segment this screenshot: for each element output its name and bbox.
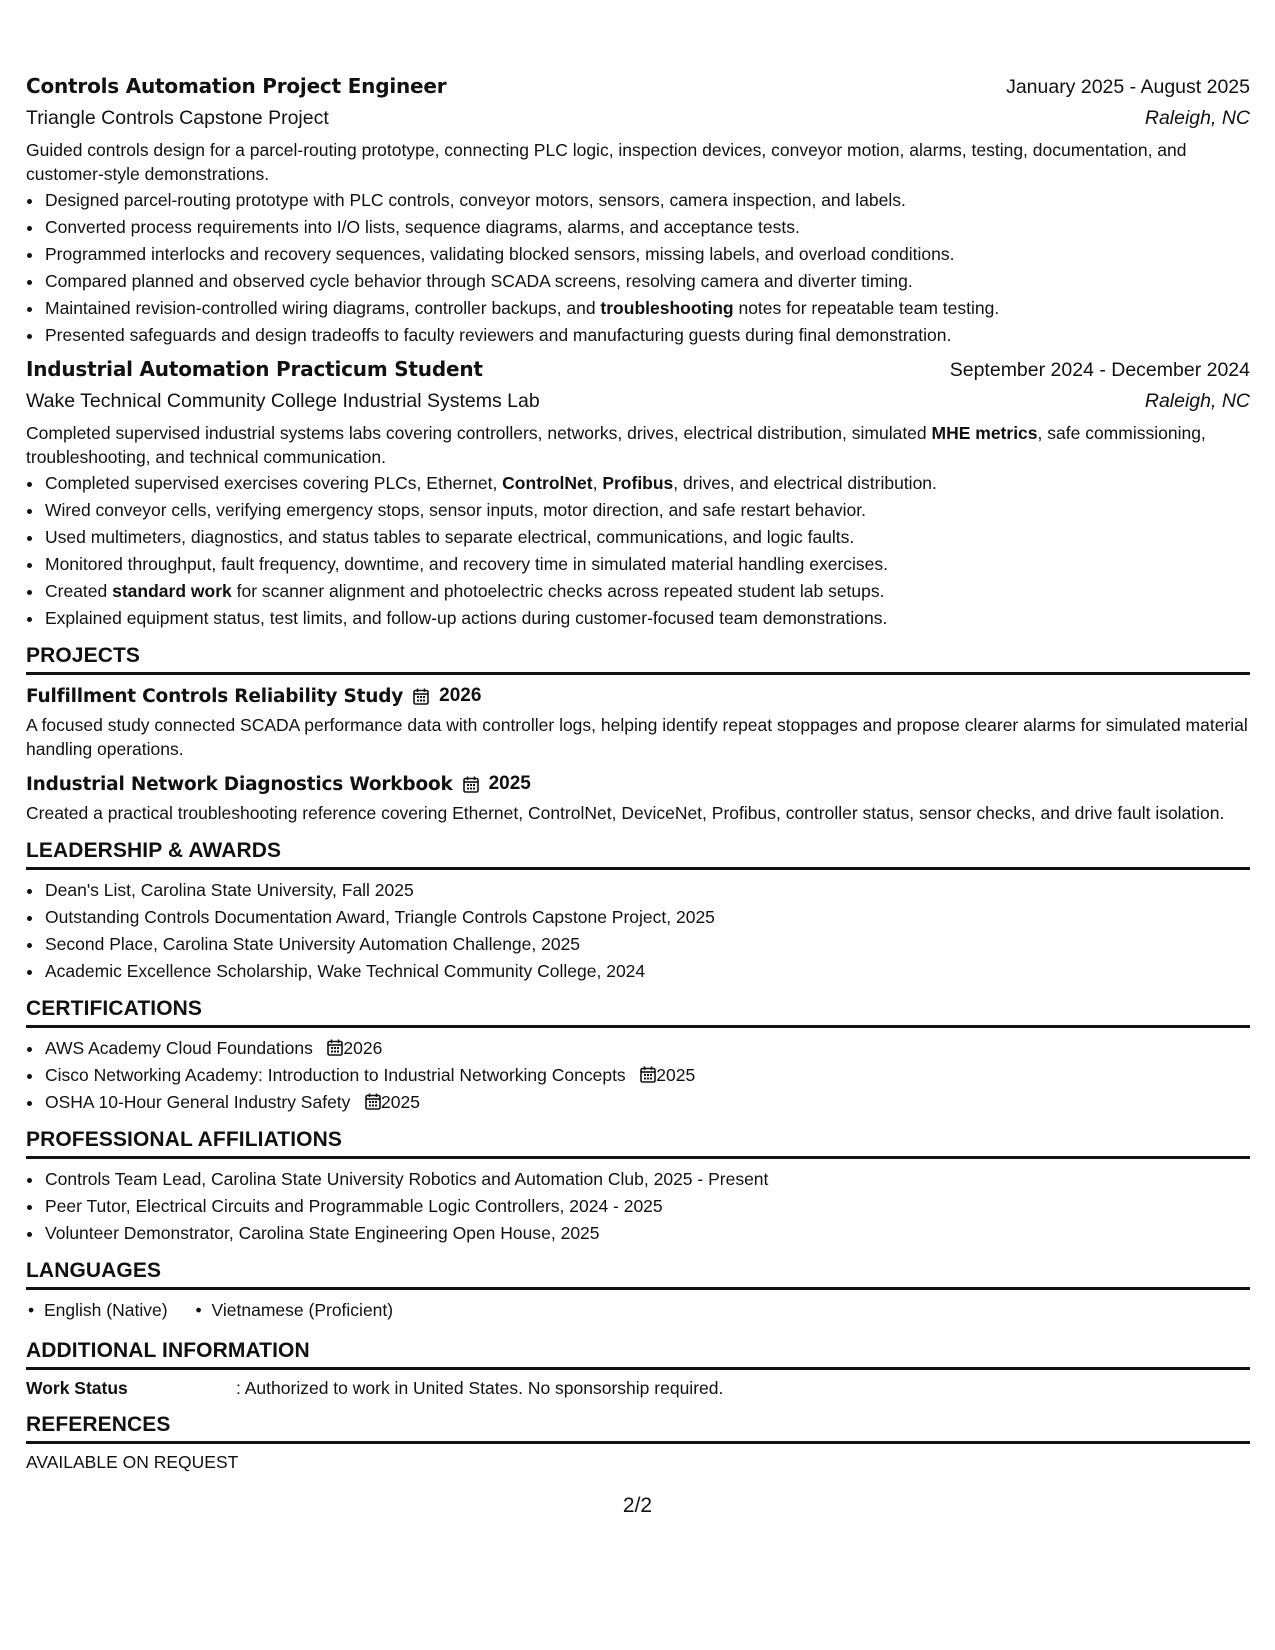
job-organization: Wake Technical Community College Industrial Systems Lab bbox=[26, 390, 540, 412]
list-item: • Monitored throughput, fault frequency, downtime, and recovery time in simulated material handling exercises. bbox=[44, 552, 1250, 576]
list-item bbox=[44, 1063, 1250, 1087]
job-title: Industrial Automation Practicum Student bbox=[26, 357, 483, 381]
calendar-icon bbox=[365, 1093, 381, 1110]
list-item: • Second Place, Carolina State University Automation Challenge, 2025 bbox=[44, 932, 1250, 956]
section-title: PROFESSIONAL AFFILIATIONS bbox=[26, 1128, 1250, 1159]
list-item: • Peer Tutor, Electrical Circuits and Programmable Logic Controllers, 2024 - 2025 bbox=[44, 1194, 1250, 1218]
certifications-list bbox=[26, 1036, 1250, 1114]
section-title: PROJECTS bbox=[26, 644, 1250, 675]
leadership-section bbox=[26, 839, 1250, 983]
list-item: • Used multimeters, diagnostics, and status tables to separate electrical, communications, and logic faults. bbox=[44, 525, 1250, 549]
certification-year: 2026 bbox=[343, 1038, 383, 1058]
list-item: • Completed supervised exercises covering PLCs, Ethernet, ControlNet, Profibus, drives, and electrical distribution. bbox=[44, 471, 1250, 495]
leadership-list bbox=[26, 878, 1250, 983]
list-item: • Outstanding Controls Documentation Award, Triangle Controls Capstone Project, 2025 bbox=[44, 905, 1250, 929]
affiliations-section bbox=[26, 1128, 1250, 1245]
section-title: ADDITIONAL INFORMATION bbox=[26, 1339, 1250, 1370]
list-item: • Converted process requirements into I/O lists, sequence diagrams, alarms, and acceptance tests. bbox=[44, 215, 1250, 239]
references-section bbox=[26, 1413, 1250, 1473]
job-organization: Triangle Controls Capstone Project bbox=[26, 107, 329, 129]
calendar-icon bbox=[640, 1066, 656, 1083]
experience-entry bbox=[26, 74, 1250, 347]
list-item: • Compared planned and observed cycle behavior through SCADA screens, resolving camera and diverter timing. bbox=[44, 269, 1250, 293]
project-title: Industrial Network Diagnostics Workbook bbox=[26, 773, 453, 795]
job-summary: Guided controls design for a parcel-routing prototype, connecting PLC logic, inspection devices, conveyor motion, alarms, testing, documentation, and customer-style demonstrations. bbox=[26, 140, 1187, 184]
list-item: • Controls Team Lead, Carolina State University Robotics and Automation Club, 2025 - Present bbox=[44, 1167, 1250, 1191]
certifications-section bbox=[26, 997, 1250, 1114]
certification-year: 2025 bbox=[381, 1092, 420, 1112]
additional-info-section bbox=[26, 1339, 1250, 1399]
list-item: • Wired conveyor cells, verifying emergency stops, sensor inputs, motor direction, and safe restart behavior. bbox=[44, 498, 1250, 522]
section-title: LEADERSHIP & AWARDS bbox=[26, 839, 1250, 870]
section-title: LANGUAGES bbox=[26, 1259, 1250, 1290]
project-header bbox=[26, 685, 1250, 707]
certification-name: OSHA 10-Hour General Industry Safety bbox=[45, 1092, 351, 1112]
list-item: • Explained equipment status, test limits, and follow-up actions during customer-focused team demonstrations. bbox=[44, 606, 1250, 630]
projects-section bbox=[26, 644, 1250, 825]
affiliations-list bbox=[26, 1167, 1250, 1245]
list-item bbox=[44, 1036, 1250, 1060]
list-item: • Designed parcel-routing prototype with PLC controls, conveyor motors, sensors, camera inspection, and labels. bbox=[44, 188, 1250, 212]
keyword: Profibus bbox=[602, 473, 674, 493]
list-item: • Maintained revision-controlled wiring diagrams, controller backups, and troubleshooting notes for repeatable team testing. bbox=[44, 296, 1250, 320]
list-item: • Academic Excellence Scholarship, Wake Technical Community College, 2024 bbox=[44, 959, 1250, 983]
info-value: : Authorized to work in United States. No sponsorship required. bbox=[236, 1378, 724, 1398]
certification-name: AWS Academy Cloud Foundations bbox=[45, 1038, 313, 1058]
list-item: • Vietnamese (Proficient) bbox=[194, 1298, 394, 1322]
job-bullets bbox=[26, 188, 1250, 347]
project-title: Fulfillment Controls Reliability Study bbox=[26, 685, 404, 707]
certification-year: 2025 bbox=[656, 1065, 696, 1085]
info-row bbox=[26, 1378, 1250, 1399]
certification-name: Cisco Networking Academy: Introduction to Industrial Networking Concepts bbox=[45, 1065, 626, 1085]
keyword: standard work bbox=[112, 581, 232, 601]
job-location: Raleigh, NC bbox=[1144, 390, 1250, 412]
calendar-icon bbox=[327, 1039, 343, 1056]
calendar-icon bbox=[463, 776, 479, 793]
page-number: 2/2 bbox=[622, 1494, 653, 1517]
list-item: • Presented safeguards and design tradeoffs to faculty reviewers and manufacturing guests during final demonstration. bbox=[44, 323, 1250, 347]
job-title: Controls Automation Project Engineer bbox=[26, 74, 447, 98]
project-year: 2025 bbox=[488, 773, 531, 794]
project-description: A focused study connected SCADA performance data with controller logs, helping identify repeat stoppages and propose clearer alarms for simulated material handling operations. bbox=[26, 715, 1248, 759]
references-text: AVAILABLE ON REQUEST bbox=[26, 1452, 239, 1472]
job-dates: September 2024 - December 2024 bbox=[949, 359, 1250, 381]
list-item: • English (Native) bbox=[26, 1298, 168, 1322]
project-header bbox=[26, 773, 1250, 795]
list-item: • Created standard work for scanner alignment and photoelectric checks across repeated student lab setups. bbox=[44, 579, 1250, 603]
section-title: CERTIFICATIONS bbox=[26, 997, 1250, 1028]
calendar-icon bbox=[413, 688, 429, 705]
list-item: • Dean's List, Carolina State University, Fall 2025 bbox=[44, 878, 1250, 902]
info-label: Work Status bbox=[26, 1378, 128, 1398]
keyword: MHE metrics bbox=[931, 423, 1038, 443]
list-item: • Programmed interlocks and recovery sequences, validating blocked sensors, missing labels, and overload conditions. bbox=[44, 242, 1250, 266]
list-item: • Volunteer Demonstrator, Carolina State Engineering Open House, 2025 bbox=[44, 1221, 1250, 1245]
languages-section bbox=[26, 1259, 1250, 1325]
keyword: ControlNet bbox=[502, 473, 593, 493]
job-location: Raleigh, NC bbox=[1144, 107, 1250, 129]
project-description: Created a practical troubleshooting reference covering Ethernet, ControlNet, DeviceNet, Profibus, controller status, sensor checks, and drive fault isolation. bbox=[26, 803, 1225, 823]
job-summary: Completed supervised industrial systems labs covering controllers, networks, drives, electrical distribution, simulated MHE metrics, safe commissioning, troubleshooting, and technical communication. bbox=[26, 423, 1206, 467]
project-year: 2026 bbox=[439, 685, 482, 706]
job-dates: January 2025 - August 2025 bbox=[1006, 76, 1250, 98]
resume-page bbox=[26, 0, 1250, 1473]
experience-entry bbox=[26, 357, 1250, 630]
keyword: troubleshooting bbox=[600, 298, 734, 318]
section-title: REFERENCES bbox=[26, 1413, 1250, 1444]
languages-list bbox=[26, 1298, 1250, 1325]
job-bullets bbox=[26, 471, 1250, 630]
list-item bbox=[44, 1090, 1250, 1114]
